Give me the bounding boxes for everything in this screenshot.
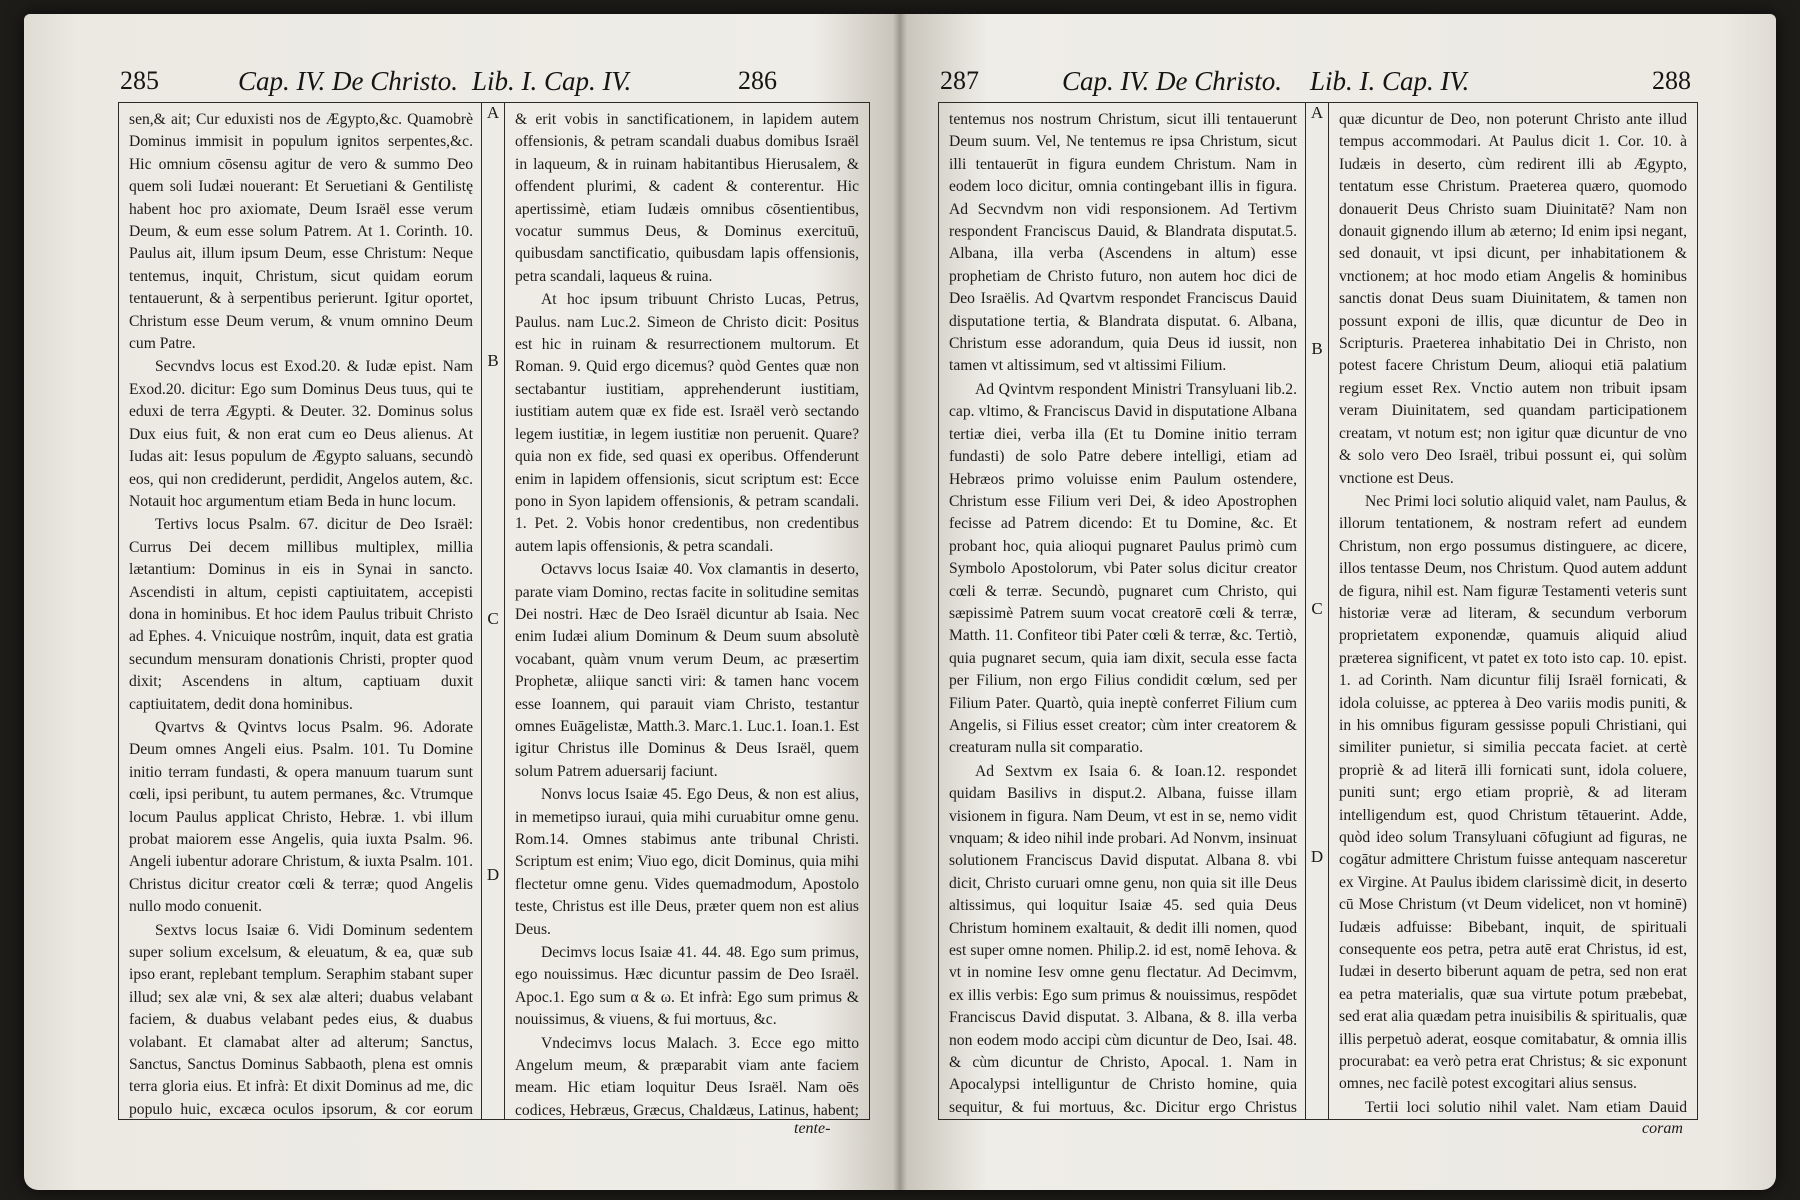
margin-letter: C <box>1311 599 1323 618</box>
paragraph: Vndecimvs locus Malach. 3. Ecce ego mitto Angelum meum, & præparabit viam ante faciem meam. Hic etiam loquitur Deus Israël. Nam oēs codices, Hebræus, Græcus, Chaldæus, Latinus, habent; <box>515 1034 859 1119</box>
paragraph: quæ dicuntur de Deo, non poterunt Christo ante illud tempus accommodari. At Paulus dicit 1. Cor. 10. à Iudæis in deserto, cùm redirent illi ab Ægypto, tentatum esse Christum. Praeterea quæro, quomodo donauerit Deus Christo suam Diuinitatē? Nam non donauit gignendo illum ab æterno; Id enim ipsi negant, sed donauit, vt ipsi dicunt, per inhabitationem & vnctionem; at hoc modo etiam Angelis & hominibus sanctis donat Deus suam Diuinitatem, & tamen non possunt exponi de illis, quæ dicuntur de Deo in Scripturis. Praeterea inhabitatio Dei in Christo, non potest facere Christum Deum, alioqui etiā palatium regium esset Rex. Vnctio autem non tribuit ipsam veram Diuinitatem, sed quandam participationem creatam, vt notum est; non igitur quæ dicuntur de vno & solo vero Deo Israël, tribui possunt ei, qui solùm vnctione est Deus. <box>1339 111 1687 487</box>
paragraph: Nonvs locus Isaiæ 45. Ego Deus, & non est alius, in memetipso iuraui, quia mihi curuabitur omne genu. Rom.14. Omnes stabimus ante tribunal Christi. Scriptum est enim; Viuo ego, dicit Dominus, quia mihi flectetur omne genu. Vides quemadmodum, Apostolo teste, Christus est ille Deus, præter quem non est alius Deus. <box>515 786 859 938</box>
paragraph: sen,& ait; Cur eduxisti nos de Ægypto,&c. Quamobrè Dominus immisit in populum ignitos serpentes,&c. Hic omnium cōsensu agitur de vero & summo Deo quem soli Iudæi nouerant: Et Seruetiani & Gentilistę habent hoc pro axiomate, Deum Israël esse verum Deum, & eum esse solum Patrem. At 1. Corinth. 10. Paulus ait, illum ipsum Deum, esse Christum: Neque tentemus, inquit, Christum, sicut quidam eorum tentauerunt, & à serpentibus perierunt. Igitur oportet, Christum esse Deum verum, & vnum omnino Deum cum Patre. <box>129 111 473 353</box>
margin-letter: A <box>486 103 500 122</box>
margin-letter: A <box>1310 103 1324 122</box>
text-column-left <box>119 103 481 1119</box>
paragraph: Sextvs locus Isaiæ 6. Vidi Dominum sedentem super solium excelsum, & eleuatum, & ea, quæ sub ipso erant, replebant templum. Seraphim stabant super illud; sex alæ vni, & sex alæ alteri; duabus velabant faciem, & duabus velabant pedes eius, & duabus volabant. Et clamabat alter ad alterum; Sanctus, Sanctus, Sanctus Dominus Sabbaoth, plena est omnis terra gloria eius. Et infrà: Et dixit Dominus ad me, dic populo huic, excæca oculos ipsorum, & cor eorum <box>129 921 473 1118</box>
running-head <box>940 66 1700 98</box>
book-chapter-title: Lib. I. Cap. IV. <box>472 66 632 96</box>
paragraph: & erit vobis in sanctificationem, in lapidem autem offensionis, & petram scandali duabus domibus Israël in laqueum, & in ruinam habitantibus Hierusalem, & offendent plurimi, & cadent & conterentur. Hic apertissimè, etiam Iudæis omnibus cōsentientibus, vocatur summus Deus, & Dominus exercituū, quibusdam sanctificatio, quibusdam lapis offensionis, petra scandali, laqueus & ruina. <box>515 111 859 285</box>
text-column-left <box>939 103 1305 1119</box>
right-page <box>900 14 1776 1190</box>
folio-number: 285 <box>120 66 159 95</box>
paragraph: Ad Sextvm ex Isaia 6. & Ioan.12. respondet quidam Basilivs in disput.2. Albana, fuisse illam visionem in figura. Nam Deum, vt est in se, nemo vidit vnquam; & ideo nihil inde probari. Ad Nonvm, insinuat solutionem Franciscus David disputat. Albana 8. vbi dicit, Christo curuari omne genu, non quia sit ille Deus altissimus, qui loquitur Isaiæ 45. sed quia Deus Christum hominem exaltauit, & dedit illi nomen, quod est super omne nomen. Philip.2. id est, nomē Iehova. & vt in nomine Iesv omne genu flectatur. Ad Decimvm, ex illis verbis: Ego sum primus & nouissimus, respōdet Franciscus David disputat. 3. Albana, & 8. illa verba non eodem modo accipi cùm dicuntur de Deo, Isai. 48. & cùm dicuntur de Christo, Apocal. 1. Nam in Apocalypsi intelliguntur de Christo homine, quia sequitur, & fui mortuus, &c. Dicitur ergo Christus <box>949 762 1297 1116</box>
text-frame <box>938 102 1698 1120</box>
paragraph: Nec Primi loci solutio aliquid valet, nam Paulus, & illorum tentationem, & nostram refert ad eundem Christum, non ergo possumus distinguere, ac dicere, illos tentasse Deum, nos Christum. Quod autem addunt de figura, nihil est. Nam figuræ Testamenti veteris sunt historiæ veræ ad literam, & secundum verborum proprietatem exponendæ, quamuis aliquid aliud præterea significent, vt patet ex toto isto cap. 10. epist. 1. ad Corinth. Nam dicuntur filij Israël fornicati, & idola coluisse, ac ppterea à Deo variis modis puniti, & in his omnibus figuram gessisse populi Christiani, qui similiter punietur, si similia peccata faciet. at certè propriè & ad literā illi fornicati sunt, idola coluere, puniti sunt; ergo etiam propriè, & ad literam intelligendum est, quod Christum tētauerint. Adde, quòd ideo solum Transyluani cōfugiunt ad figuras, ne cogātur admittere Christum fuisse antequam nasceretur ex Virgine. At Paulus ibidem clarissimè dicit, in deserto cū Mose Christum (vt Deum videlicet, non vt hominē) Iudæis adfuisse: Bibebant, inquit, de spirituali consequente eos petra, petra autē erat Christus, id est, Iudæi in deserto biberunt aquam de petra, sed non erat ea petra materialis, quæ sua virtute potum præbebat, sed erat alia quædam petra inuisibilis & spiritualis, quæ illis perpetuò aderat, eosque comitabatur, & omnia illis procurabat: ea verò petra erat Christus; & sic exponunt omnes, nec facilè potest excogitari alius sensus. <box>1339 492 1687 1093</box>
margin-letter: D <box>1310 847 1324 866</box>
paragraph: Qvartvs & Qvintvs locus Psalm. 96. Adorate Deum omnes Angeli eius. Psalm. 101. Tu Domine initio terram fundasti, & opera manuum tuarum sunt cœli, ipsi peribunt, tu autem permanes, &c. Vtrumque locum Paulus applicat Christo, Hebræ. 1. vbi illum probat maiorem esse Angelis, quia iuxta Psalm. 96. Angeli iubentur adorare Christum, & iuxta Psalm. 101. Christus dicitur creator cœli & terræ; quod Angelis nullo modo conuenit. <box>129 718 473 916</box>
paragraph: Octavvs locus Isaiæ 40. Vox clamantis in deserto, parate viam Domino, rectas facite in solitudine semitas Dei nostri. Hæc de Deo Israël dicuntur ab Isaia. Nec enim Iudæi alium Dominum & Deum suum absolutè vocabant, quàm vnum verum Deum, ac præsertim Prophetæ, aliique sancti viri: & tamen hanc vocem esse Ioannem, qui parauit viam Christo, testantur omnes Euāgelistæ, Matth.3. Marc.1. Luc.1. Ioan.1. Est igitur Christus ille Dominus & Deus Israël, quem solum Patrem aduersarij faciunt. <box>515 561 859 780</box>
paragraph: Tertii loci solutio nihil valet. Nam etiam Dauid <box>1365 1098 1687 1116</box>
text-frame <box>118 102 870 1120</box>
margin-letter: B <box>1311 339 1323 358</box>
margin-letters <box>1305 103 1329 1119</box>
running-head <box>120 66 870 98</box>
margin-letters <box>481 103 505 1119</box>
catchword: coram <box>1642 1120 1683 1137</box>
book-chapter-title: Lib. I. Cap. IV. <box>1310 66 1470 96</box>
paragraph: At hoc ipsum tribuunt Christo Lucas, Petrus, Paulus. nam Luc.2. Simeon de Christo dicit: Positus est hic in ruinam & resurrectionem multorum. Et Roman. 9. Quid ergo dicemus? quòd Gentes quæ non sectabantur iustitiam, apprehenderunt iustitiam, iustitiam autem quæ ex fide est. Israël verò sectando legem iustitiæ, in legem iustitiæ non peruenit. Quare? quia non ex fide, sed quasi ex operibus. Offenderunt enim in lapidem offensionis, sicut scriptum est: Ecce pono in Syon lapidem offensionis, & petram scandali. 1. Pet. 2. Vobis honor credentibus, non credentibus autem lapis offensionis, & petra scandali. <box>515 291 859 555</box>
book-spread <box>24 14 1776 1190</box>
paragraph: Tertivs locus Psalm. 67. dicitur de Deo Israël: Currus Dei decem millibus multiplex, millia lætantium: Dominus in eis in Synai in sancto. Ascendisti in altum, cepisti captiuitatem, accepisti dona in hominibus. Et hoc idem Paulus tribuit Christo ad Ephes. 4. Vnicuique nostrûm, inquit, data est gratia secundum mensuram donationis Christi, propter quod dixit; Ascendens in altum, captiuam duxit captiuitatem, dedit dona hominibus. <box>129 516 473 713</box>
text-column-right <box>505 103 867 1119</box>
paragraph: Secvndvs locus est Exod.20. & Iudæ epist. Nam Exod.20. dicitur: Ego sum Dominus Deus tuus, qui te eduxi de terra Ægypti. & Deuter. 32. Dominus solus Dux eius fuit, & non erat cum eo Deus alienus. At Iudas ait: Iesus populum de Ægypto saluans, secundò eos, qui non crediderunt, perdidit, Angelos autem, &c. Notauit hoc argumentum etiam Beda in hunc locum. <box>129 358 473 510</box>
chapter-title: Cap. IV. De Christo. <box>238 66 459 96</box>
left-page <box>24 14 900 1190</box>
margin-letter: B <box>487 351 499 370</box>
chapter-title: Cap. IV. De Christo. <box>1062 66 1283 96</box>
margin-letter: D <box>486 865 500 884</box>
text-column-right <box>1329 103 1695 1119</box>
paragraph: Ad Qvintvm respondent Ministri Transyluani lib.2. cap. vltimo, & Franciscus David in disputatione Albana tertiæ diei, verba illa (Et tu Domine initio terram fundasti) de solo Patre debere intelligi, etiam ad Hebræos primo voluisse enim Paulum ostendere, Christum esse Filium veri Dei, & ideo Apostrophen fecisse ad Patrem dicendo: Et tu Domine, &c. Et probant hoc, quia alioqui pugnaret Paulus primò cum Symbolo Apostolorum, vbi Pater solus dicitur creator cœli & terræ. Secundò, pugnaret cum Christo, qui sæpissimè Patrem suum vocat creatorē cœli & terræ, Matth. 11. Confiteor tibi Pater cœli & terræ, &c. Tertiò, quia pugnaret secum, quia iam dixit, secula esse facta per Filium, non ergo Filius condidit cœlum, sed per Filium Pater. Quartò, quia ineptè conferret Filium cum Angelis, si Filius esset creator; cùm inter creatorem & creaturam nulla sit comparatio. <box>949 380 1297 757</box>
paragraph: Decimvs locus Isaiæ 41. 44. 48. Ego sum primus, ego nouissimus. Hæc dicuntur passim de Deo Israël. Apoc.1. Ego sum α & ω. Et infrà: Ego sum primus & nouissimus, & viuens, & fui mortuus, &c. <box>515 944 859 1029</box>
folio-number: 286 <box>738 66 777 95</box>
catchword: tente- <box>794 1120 831 1137</box>
folio-number: 287 <box>940 66 979 95</box>
margin-letter: C <box>487 609 499 628</box>
paragraph: tentemus nos nostrum Christum, sicut illi tentauerunt Deum suum. Vel, Ne tentemus re ipsa Christum, sicut illi tentauerūt in figura eundem Christum. Nam in eodem loco dicitur, omnia contingebant illis in figura. Ad Secvndvm non vidi responsionem. Ad Tertivm respondent Franciscus Dauid, & Blandrata disputat.5. Albana, illa verba (Ascendens in altum) esse prophetiam de Christo futuro, non autem hoc dici de Deo Israëlis. Ad Qvartvm respondet Franciscus Dauid disputatione tertia, & Blandrata disputat. 6. Albana, Christum esse adorandum, quia Deus id iussit, non tamen vt altissimum, sed vt altissimi Filium. <box>949 111 1297 375</box>
folio-number: 288 <box>1652 66 1691 95</box>
